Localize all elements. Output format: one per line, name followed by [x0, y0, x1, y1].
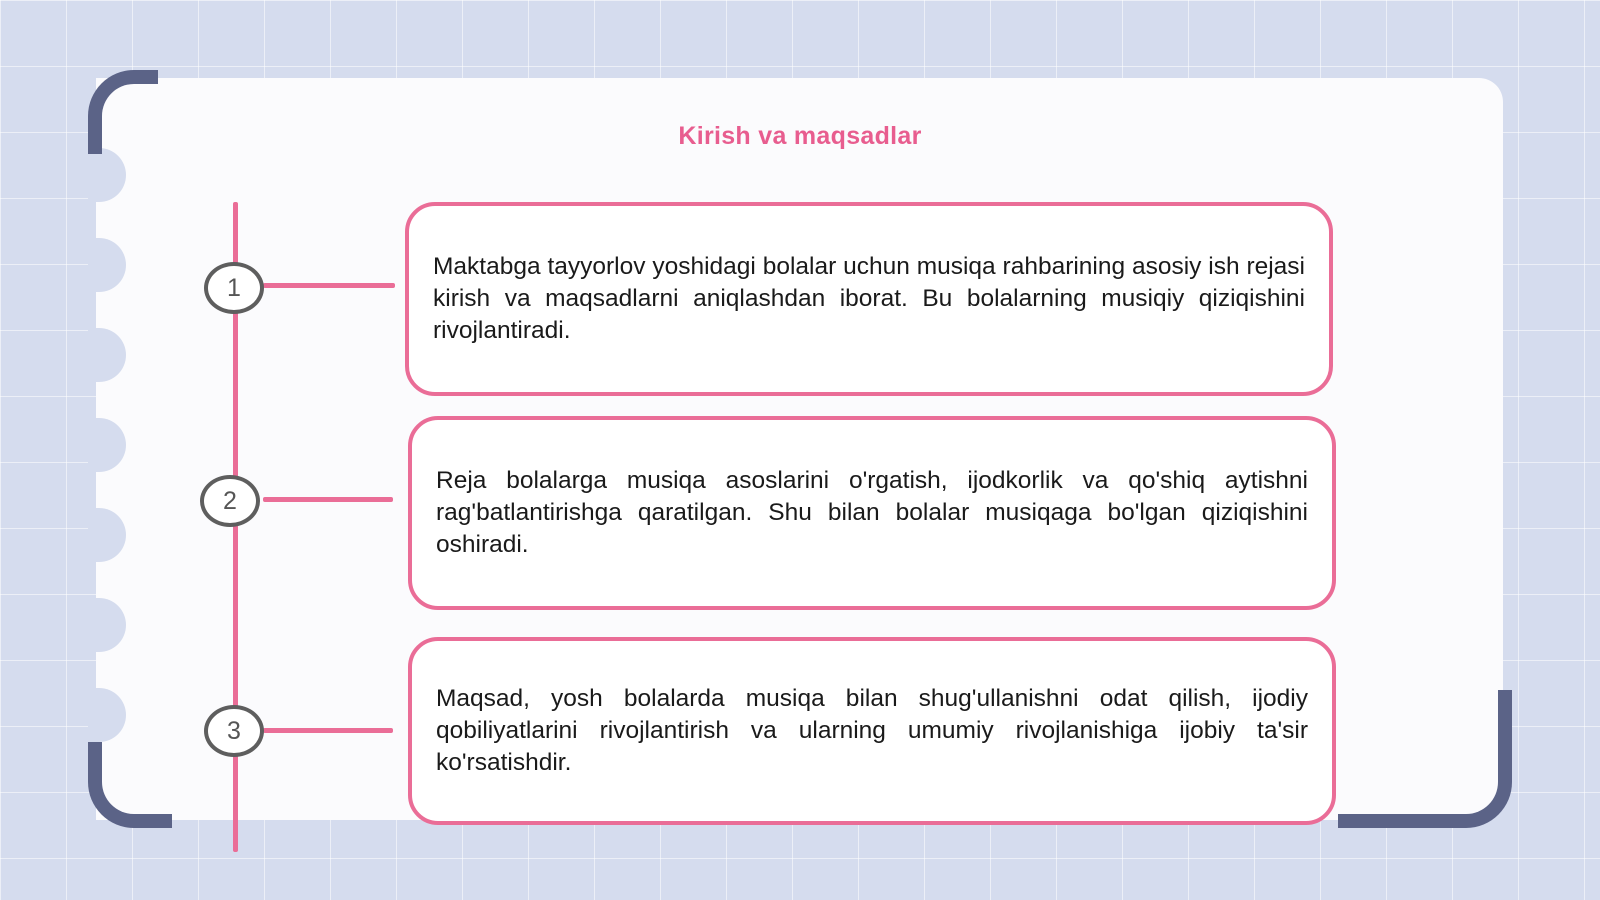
step-card: [408, 637, 1336, 825]
timeline-connector: [263, 728, 393, 733]
step-card: [408, 416, 1336, 610]
timeline-connector: [263, 497, 393, 502]
step-number-badge: 2: [200, 475, 260, 527]
step-card-text: Reja bolalarga musiqa asoslarini o'rgatish, ijodkorlik va qo'shiq aytishni rag'batlantirishga qaratilgan. Shu bilan bolalar musiqaga bo'lgan qiziqishini oshiradi.: [436, 467, 1308, 558]
corner-bracket-bottom-right: [1338, 690, 1512, 828]
step-number-badge: 3: [204, 705, 264, 757]
slide-title: Kirish va maqsadlar: [678, 122, 922, 150]
step-card: [405, 202, 1333, 396]
timeline-connector: [263, 283, 395, 288]
step-number-badge: 1: [204, 262, 264, 314]
step-card-text: Maqsad, yosh bolalarda musiqa bilan shug'ullanishni odat qilish, ijodiy qobiliyatlarini rivojlantirish va ularning umumiy rivojlanishiga ijobiy ta'sir ko'rsatishdir.: [436, 685, 1308, 776]
step-card-text: Maktabga tayyorlov yoshidagi bolalar uchun musiqa rahbarining asosiy ish rejasi kirish va maqsadlarni aniqlashdan iborat. Bu bolalarning musiqiy qiziqishini rivojlantiradi.: [433, 253, 1305, 344]
